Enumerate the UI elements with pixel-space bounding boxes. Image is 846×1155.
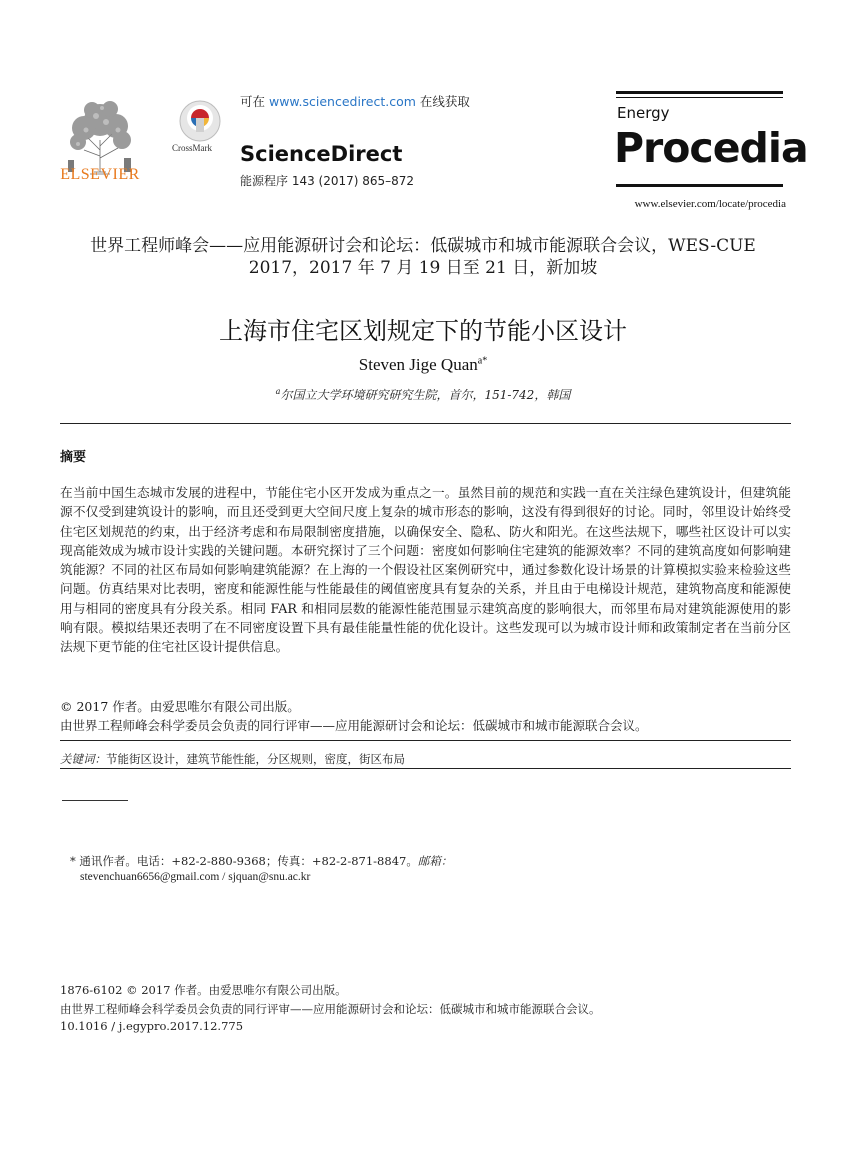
elsevier-wordmark: ELSEVIER	[60, 166, 140, 183]
footnote-contact-text: * 通讯作者。电话：+82-2-880-9368；传真：+82-2-871-8847。	[70, 854, 418, 868]
conference-line-2: 2017，2017 年 7 月 19 日至 21 日，新加坡	[248, 258, 598, 278]
platform-name: ScienceDirect	[240, 142, 403, 166]
footnote-email-label: 邮箱：	[417, 854, 453, 868]
footnote-rule	[62, 800, 128, 801]
affiliation	[60, 386, 786, 403]
masthead-rule-bottom	[616, 184, 783, 187]
journal-name-top: Energy	[617, 104, 670, 122]
availability-suffix: 在线获取	[415, 94, 470, 109]
affiliation-text: 尔国立大学环境研究研究生院，首尔，151-742，韩国	[280, 388, 571, 402]
journal-name-main: Procedia	[614, 124, 808, 172]
paper-title: 上海市住宅区划规定下的节能小区设计	[219, 317, 627, 345]
conference-info	[60, 235, 786, 279]
availability-prefix: 可在	[240, 94, 269, 109]
abstract-body: 在当前中国生态城市发展的进程中，节能住宅小区开发成为重点之一。虽然目前的规范和实践一直在关注绿色建筑设计，但建筑能源不仅受到建筑设计的影响，而且还受到更大空间尺度上复杂的城市形态的影响，这没有得到很好的讨论。同时，邻里设计始终受住宅区划规范的约束，出于经济考虑和布局限制密度措施，以确保安全、隐私、防火和阳光。在这些法规下，哪些社区设计可以实现高能效成为城市设计实践的关键问题。本研究探讨了三个问题：密度如何影响住宅建筑的能源效率？不同的建筑高度如何影响建筑能源？不同的社区布局如何影响建筑能源？在上海的一个假设社区案例研究中，通过参数化设计场景的计算模拟实验来检验这些问题。仿真结果对比表明，密度和能源性能与性能最佳的阈值密度具有复杂的关系，并且由于电梯设计规范，建筑物高度和能源使用与相同的密度具有分段关系。相同 FAR 和相同层数的能源性能范围显示建筑高度的影响很大，而邻里布局对建筑能源使用的影响有限。模拟结果还表明了在不同密度设置下具有最佳能量性能的优化设计。这些发现可以为城市设计师和政策制定者在当前分区法规下更节能的住宅社区设计提供信息。	[60, 485, 791, 655]
divider-top	[60, 423, 791, 424]
footnote-emails[interactable]: stevenchuan6656@gmail.com / sjquan@snu.ac.kr	[80, 871, 311, 883]
keywords-line	[60, 751, 405, 767]
keywords-text: 节能街区设计，建筑节能性能，分区规则，密度，街区布局	[106, 752, 405, 766]
masthead-rule-top	[616, 91, 783, 94]
journal-url-link[interactable]: www.elsevier.com/locate/procedia	[634, 198, 786, 210]
author-name: Steven Jige Quan	[358, 355, 478, 374]
author-marks: a*	[477, 355, 488, 367]
journal-reference: 能源程序 143 (2017) 865–872	[240, 174, 415, 188]
sciencedirect-link[interactable]: www.sciencedirect.com	[268, 94, 416, 109]
peer-review-line: 由世界工程师峰会科学委员会负责的同行评审——应用能源研讨会和论坛：低碳城市和城市能源联合会议。	[60, 718, 648, 733]
keywords-label: 关键词：	[60, 752, 106, 766]
availability-line	[240, 92, 470, 110]
conference-line-1: 世界工程师峰会——应用能源研讨会和论坛：低碳城市和城市能源联合会议，WES-CUE	[90, 236, 756, 256]
masthead-rule-thin	[616, 97, 783, 98]
author-line	[60, 355, 786, 375]
footer-issn: 1876-6102 © 2017 作者。由爱思唯尔有限公司出版。	[60, 983, 347, 997]
copyright-line: © 2017 作者。由爱思唯尔有限公司出版。	[60, 699, 300, 714]
divider-keywords-top	[60, 740, 791, 741]
footer-review: 由世界工程师峰会科学委员会负责的同行评审——应用能源研讨会和论坛：低碳城市和城市能源联合会议。	[60, 1002, 601, 1016]
footnote-contact	[70, 853, 452, 869]
crossmark-icon[interactable]	[178, 99, 222, 143]
affiliation-mark: a	[275, 387, 281, 396]
divider-keywords-bottom	[60, 768, 791, 769]
crossmark-label: CrossMark	[172, 143, 212, 153]
footer-doi[interactable]: 10.1016 / j.egypro.2017.12.775	[60, 1019, 244, 1033]
abstract-heading: 摘要	[60, 450, 87, 465]
